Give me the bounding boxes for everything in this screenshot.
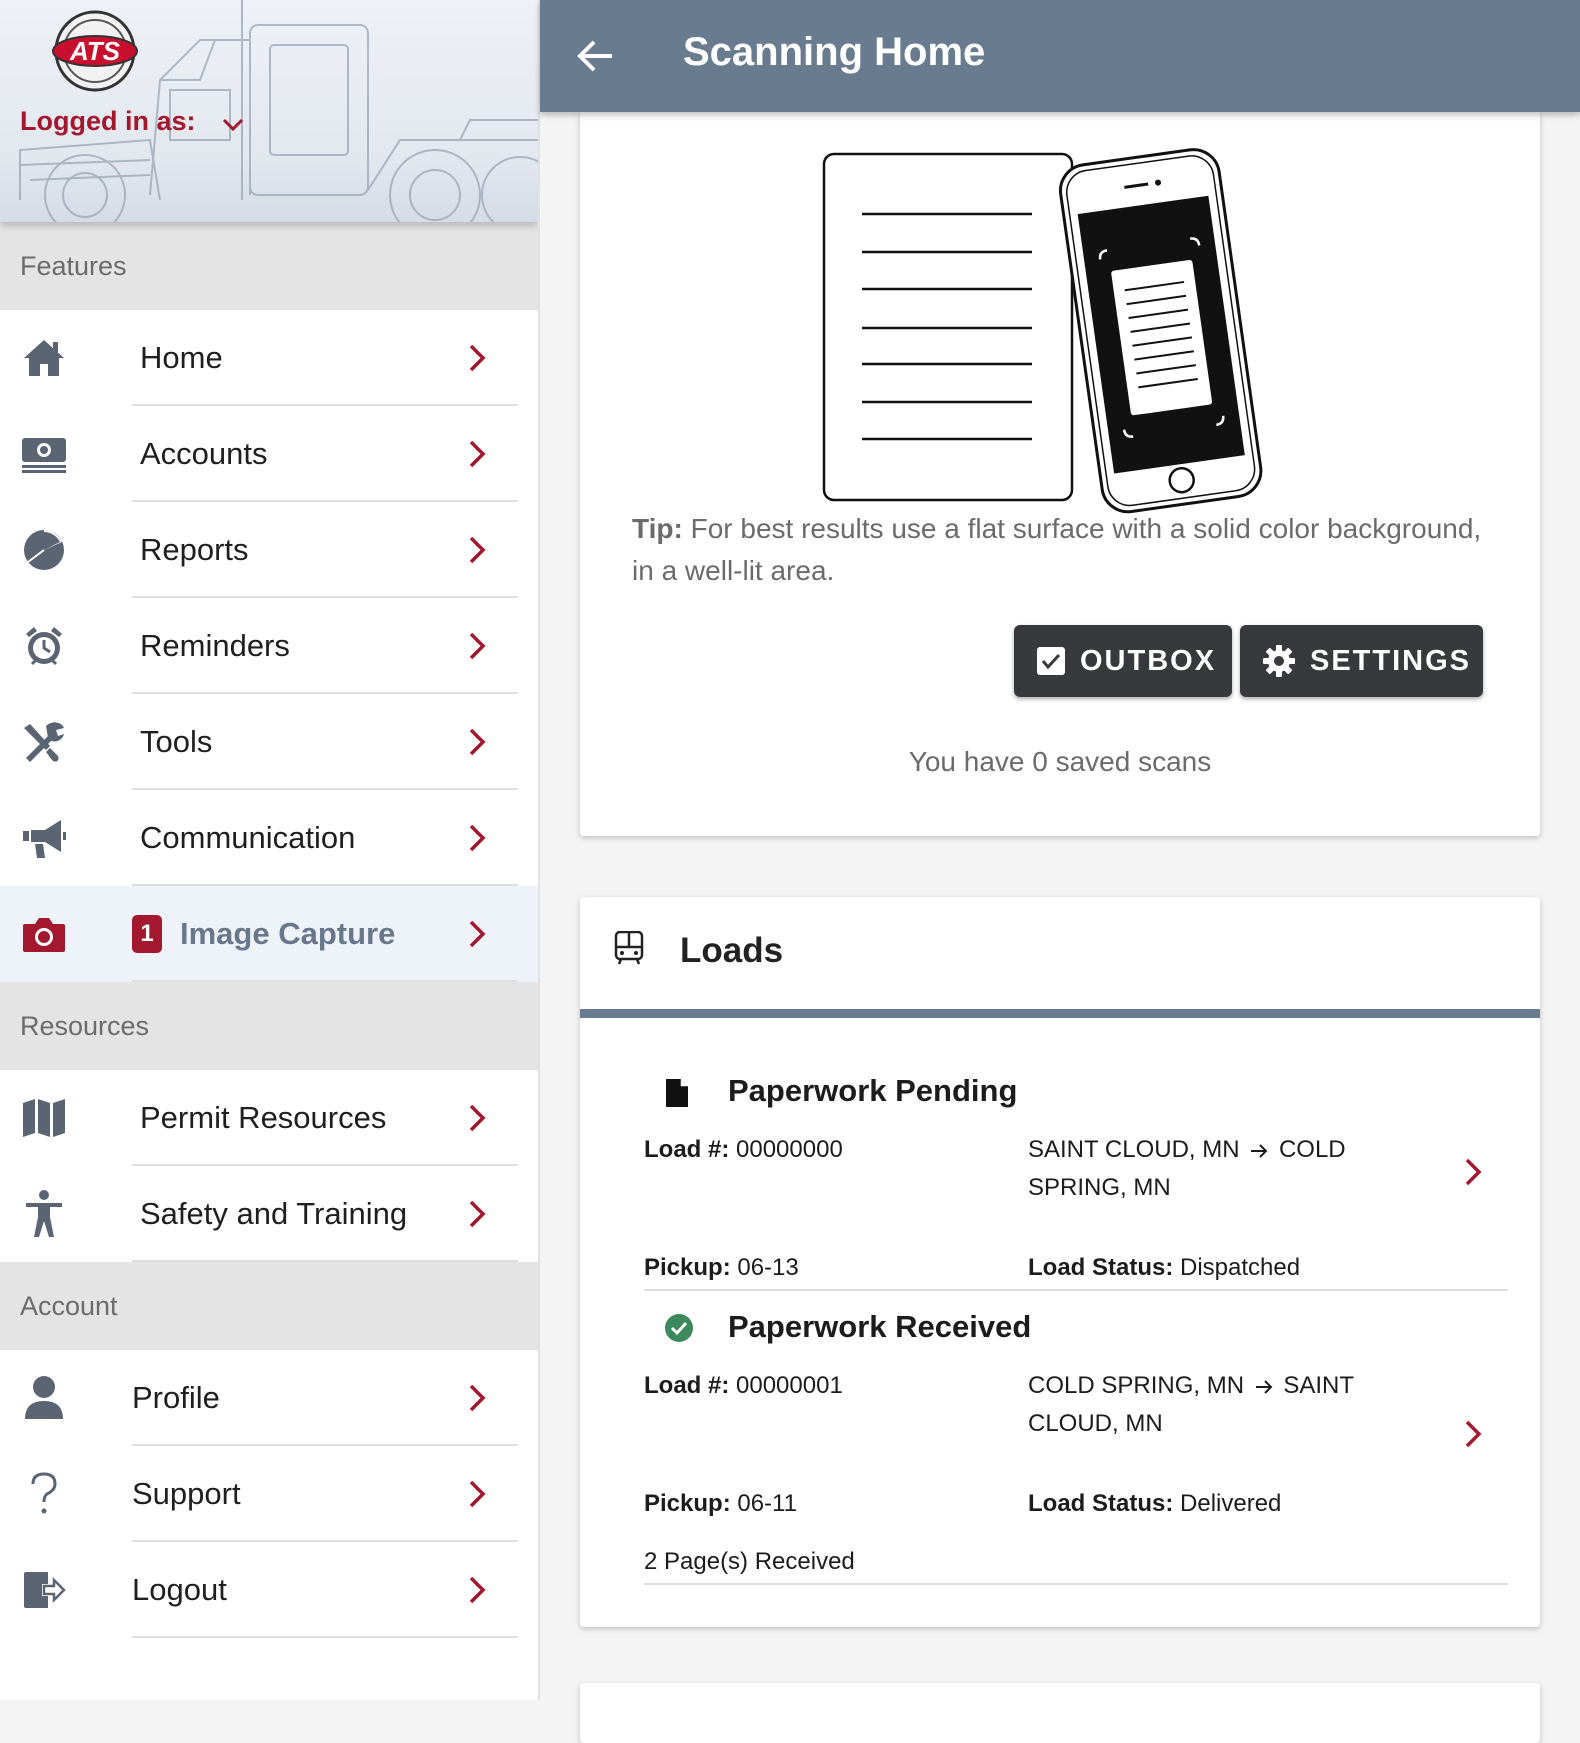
chevron-right-icon <box>468 1479 486 1509</box>
nav-label: Accounts <box>140 436 268 471</box>
chevron-right-icon <box>468 1383 486 1413</box>
load-status-value: Delivered <box>1180 1490 1282 1517</box>
pickup-date <box>644 1485 797 1523</box>
tip-text <box>632 508 1492 592</box>
document-icon <box>664 1077 690 1109</box>
nav-item-tools[interactable] <box>0 694 538 790</box>
next-card <box>580 1683 1540 1743</box>
chevron-right-icon <box>468 1575 486 1605</box>
page-title: Scanning Home <box>683 30 986 74</box>
ats-logo <box>50 10 140 92</box>
navigation-drawer <box>0 0 540 1700</box>
chevron-right-icon <box>1464 1419 1482 1449</box>
outbox-label: OUTBOX <box>1080 644 1217 677</box>
divider <box>132 1260 518 1262</box>
camera-icon <box>20 910 68 958</box>
drawer-header <box>0 0 538 222</box>
question-icon <box>20 1470 68 1518</box>
divider <box>644 1289 1508 1291</box>
svg-text:ATS: ATS <box>69 36 121 66</box>
nav-item-accounts[interactable] <box>0 406 538 502</box>
nav-item-reminders[interactable] <box>0 598 538 694</box>
loads-title: Loads <box>680 931 784 970</box>
chevron-right-icon <box>468 535 486 565</box>
nav-label: Support <box>132 1476 241 1511</box>
tools-icon <box>20 718 68 766</box>
divider <box>132 980 518 982</box>
route-destination: COLD SPRING, MN <box>1028 1136 1346 1201</box>
section-features: Features <box>0 222 538 310</box>
loads-header-bar <box>580 1009 1540 1018</box>
scan-card <box>580 112 1540 836</box>
pages-received: 2 Page(s) Received <box>644 1548 855 1575</box>
nav-label: Communication <box>140 820 356 855</box>
checkbox-icon <box>1036 646 1066 676</box>
load-number-label: Load #: <box>644 1136 730 1163</box>
load-status <box>1028 1485 1281 1523</box>
chevron-right-icon <box>1464 1157 1482 1187</box>
load-status-label: Load Status: <box>1028 1254 1174 1281</box>
nav-item-profile[interactable] <box>0 1350 538 1446</box>
chevron-right-icon <box>468 1103 486 1133</box>
route-origin: SAINT CLOUD, MN <box>1028 1136 1240 1163</box>
person-icon <box>20 1190 68 1238</box>
nav-label: Safety and Training <box>140 1196 408 1231</box>
load-status <box>1028 1249 1300 1287</box>
pickup-label: Pickup: <box>644 1490 731 1517</box>
nav-label: Permit Resources <box>140 1100 387 1135</box>
nav-item-home[interactable] <box>0 310 538 406</box>
route-destination: SAINT CLOUD, MN <box>1028 1372 1354 1437</box>
load-status-label: Load Status: <box>1028 1490 1174 1517</box>
alarm-clock-icon <box>20 622 68 670</box>
nav-item-safety-training[interactable] <box>0 1166 538 1262</box>
home-icon <box>20 334 68 382</box>
outbox-button[interactable] <box>1014 625 1232 697</box>
pickup-value: 06-13 <box>737 1254 799 1281</box>
map-icon <box>20 1094 68 1142</box>
load-item[interactable] <box>644 1067 1508 1281</box>
nav-item-permit-resources[interactable] <box>0 1070 538 1166</box>
nav-item-image-capture[interactable] <box>0 886 538 982</box>
app-bar <box>540 0 1580 112</box>
notification-badge: 1 <box>132 915 162 953</box>
tip-body: For best results use a flat surface with a solid color background, in a well-lit area. <box>632 513 1482 586</box>
chevron-down-icon <box>222 118 244 132</box>
section-account: Account <box>0 1262 538 1350</box>
user-icon <box>20 1374 68 1422</box>
chevron-right-icon <box>468 343 486 373</box>
load-number-label: Load #: <box>644 1372 730 1399</box>
load-route <box>1028 1367 1358 1443</box>
scan-document-illustration <box>818 126 1308 516</box>
pie-chart-icon <box>20 526 68 574</box>
divider <box>132 1636 518 1638</box>
pickup-date <box>644 1249 799 1287</box>
pickup-value: 06-11 <box>737 1490 797 1517</box>
chevron-right-icon <box>468 919 486 949</box>
nav-label: Reports <box>140 532 249 567</box>
load-number <box>644 1367 843 1405</box>
pickup-label: Pickup: <box>644 1254 731 1281</box>
saved-scans-count: You have 0 saved scans <box>908 746 1212 777</box>
arrow-right-icon <box>1255 1379 1273 1395</box>
check-circle-icon <box>664 1313 694 1343</box>
nav-item-logout[interactable] <box>0 1542 538 1638</box>
loads-header <box>580 897 1540 1009</box>
load-number-value: 00000000 <box>736 1136 843 1163</box>
nav-item-communication[interactable] <box>0 790 538 886</box>
loads-card <box>580 897 1540 1627</box>
load-number <box>644 1131 843 1169</box>
megaphone-icon <box>20 814 68 862</box>
nav-label: Home <box>140 340 223 375</box>
divider <box>644 1583 1508 1585</box>
money-icon <box>20 430 68 478</box>
load-status-title: Paperwork Received <box>728 1309 1032 1344</box>
settings-label: SETTINGS <box>1310 644 1472 677</box>
back-arrow-icon[interactable] <box>576 36 616 76</box>
chevron-right-icon <box>468 439 486 469</box>
settings-button[interactable] <box>1240 625 1483 697</box>
nav-label: Profile <box>132 1380 220 1415</box>
load-number-value: 00000001 <box>736 1372 843 1399</box>
chevron-right-icon <box>468 1199 486 1229</box>
logout-icon <box>20 1566 68 1614</box>
nav-label: Tools <box>140 724 213 759</box>
nav-label: Reminders <box>140 628 290 663</box>
bus-icon <box>614 931 644 965</box>
route-origin: COLD SPRING, MN <box>1028 1372 1245 1399</box>
tip-label: Tip: <box>632 513 683 544</box>
nav-item-reports[interactable] <box>0 502 538 598</box>
logged-in-label: Logged in as: <box>20 106 196 136</box>
logged-in-menu[interactable] <box>20 106 244 137</box>
chevron-right-icon <box>468 727 486 757</box>
chevron-right-icon <box>468 823 486 853</box>
load-status-title: Paperwork Pending <box>728 1073 1018 1108</box>
section-resources: Resources <box>0 982 538 1070</box>
gear-icon <box>1262 644 1296 678</box>
chevron-right-icon <box>468 631 486 661</box>
load-route <box>1028 1131 1358 1207</box>
load-status-value: Dispatched <box>1180 1254 1301 1281</box>
nav-item-support[interactable] <box>0 1446 538 1542</box>
nav-label: Logout <box>132 1572 227 1607</box>
load-item[interactable] <box>644 1303 1508 1575</box>
arrow-right-icon <box>1250 1143 1268 1159</box>
nav-label: Image Capture <box>180 916 396 951</box>
